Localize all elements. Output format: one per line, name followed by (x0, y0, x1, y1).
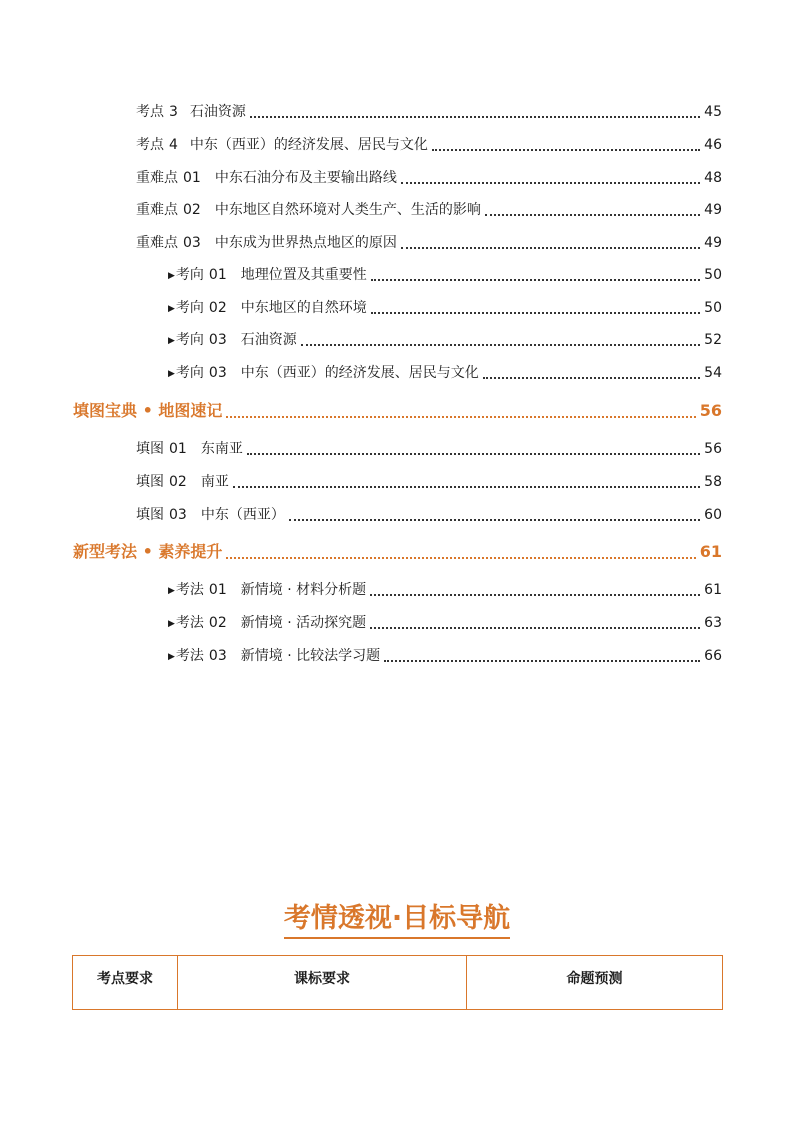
dot-leader (289, 518, 700, 521)
toc-entry-number: 4 (169, 137, 178, 153)
toc-entry-number: 01 (169, 441, 187, 457)
dot-leader (401, 246, 700, 249)
toc-section-new-methods[interactable] (73, 540, 722, 564)
toc-entry-number: 02 (169, 474, 187, 490)
toc-entry[interactable] (136, 200, 722, 220)
toc-entry-title: 中东地区自然环境对人类生产、生活的影响 (214, 202, 481, 218)
toc-entry-label: 考点 (136, 104, 164, 120)
dot-leader (371, 311, 700, 314)
toc-entry-number: 03 (208, 332, 227, 348)
dot-leader (432, 148, 700, 151)
toc-entry-page: 54 (704, 365, 722, 381)
dot-leader (384, 659, 700, 662)
arrow-icon: ▶ (168, 586, 175, 596)
requirements-table (72, 955, 723, 1010)
toc-entry[interactable] (168, 613, 722, 633)
toc-entry-title: 地理位置及其重要性 (240, 267, 367, 283)
toc-entry-page: 46 (704, 137, 722, 153)
toc-entry-label: 考法 (175, 582, 204, 598)
toc-entry-label: 填图 (136, 441, 164, 457)
toc-entry-title: 中东地区的自然环境 (240, 300, 367, 316)
table-header-row (73, 956, 723, 1010)
toc-section-page: 61 (699, 542, 722, 561)
toc-entry-label: 重难点 (136, 170, 178, 186)
toc-entry-page: 60 (704, 507, 722, 523)
toc-entry-number: 01 (208, 267, 227, 283)
dot-leader (233, 485, 700, 488)
toc-section-title: 新型考法 • 素养提升 (73, 542, 223, 561)
toc-entry-label: 填图 (136, 507, 164, 523)
toc-entry-page: 49 (704, 235, 722, 251)
section-heading-text: 考情透视·目标导航 (284, 902, 510, 939)
toc-entry-page: 66 (704, 648, 722, 664)
toc-entry-number: 3 (169, 104, 178, 120)
toc-entry-number: 01 (208, 582, 227, 598)
toc-entry[interactable] (136, 168, 722, 188)
toc-entry-page: 50 (704, 267, 722, 283)
toc-entry-page: 63 (704, 615, 722, 631)
toc-entry[interactable] (136, 439, 722, 459)
toc-entry-number: 02 (208, 615, 227, 631)
table-header-prediction: 命题预测 (467, 956, 723, 1010)
dot-leader (370, 593, 700, 596)
dot-leader (226, 415, 695, 418)
toc-entry-title: 石油资源 (240, 332, 297, 348)
toc-entry-label: 考法 (175, 615, 204, 631)
toc-entry-label: 考点 (136, 137, 164, 153)
toc-entry-title: 新情境 · 比较法学习题 (240, 648, 381, 664)
toc-section-fill-map[interactable] (73, 399, 722, 423)
toc-entry-title: 新情境 · 活动探究题 (240, 615, 367, 631)
toc-entry[interactable] (168, 363, 722, 383)
arrow-icon: ▶ (168, 336, 175, 346)
toc-entry-title: 石油资源 (189, 104, 246, 120)
toc-entry[interactable] (168, 580, 722, 600)
toc-entry-page: 61 (704, 582, 722, 598)
toc-entry-number: 03 (208, 365, 227, 381)
toc-entry-title: 新情境 · 材料分析题 (240, 582, 367, 598)
dot-leader (371, 278, 700, 281)
dot-leader (301, 343, 700, 346)
toc-entry-page: 45 (704, 104, 722, 120)
dot-leader (226, 556, 695, 559)
toc-entry[interactable] (168, 330, 722, 350)
toc-entry[interactable] (136, 505, 722, 525)
arrow-icon: ▶ (168, 619, 175, 629)
toc-entry-page: 56 (704, 441, 722, 457)
arrow-icon: ▶ (168, 652, 175, 662)
toc-entry[interactable] (136, 233, 722, 253)
toc-entry-page: 52 (704, 332, 722, 348)
toc-entry[interactable] (168, 646, 722, 666)
toc-entry-number: 02 (208, 300, 227, 316)
toc-entry-title: 中东（西亚）的经济发展、居民与文化 (189, 137, 428, 153)
toc-entry-label: 考法 (175, 648, 204, 664)
toc-entry-label: 考向 (175, 332, 204, 348)
toc-entry-title: 中东（西亚） (200, 507, 285, 523)
dot-leader (483, 376, 700, 379)
dot-leader (247, 452, 700, 455)
toc-entry[interactable] (136, 135, 722, 155)
toc-entry-title: 中东成为世界热点地区的原因 (214, 235, 397, 251)
toc-entry-title: 南亚 (200, 474, 229, 490)
toc-entry-label: 考向 (175, 300, 204, 316)
toc-entry-title: 东南亚 (200, 441, 243, 457)
toc-entry-number: 03 (183, 235, 201, 251)
toc-entry-page: 49 (704, 202, 722, 218)
toc-entry[interactable] (136, 102, 722, 122)
toc-entry[interactable] (168, 265, 722, 285)
toc-entry[interactable] (136, 472, 722, 492)
toc-entry-label: 重难点 (136, 202, 178, 218)
toc-entry-title: 中东石油分布及主要输出路线 (214, 170, 397, 186)
toc-entry-page: 58 (704, 474, 722, 490)
arrow-icon: ▶ (168, 304, 175, 314)
toc-entry-page: 48 (704, 170, 722, 186)
toc-section-page: 56 (699, 401, 722, 420)
arrow-icon: ▶ (168, 271, 175, 281)
toc-entry-page: 50 (704, 300, 722, 316)
toc-entry-number: 01 (183, 170, 201, 186)
toc-entry-number: 02 (183, 202, 201, 218)
dot-leader (370, 626, 700, 629)
toc-entry-label: 重难点 (136, 235, 178, 251)
toc-section-title: 填图宝典 • 地图速记 (73, 401, 223, 420)
toc-entry-number: 03 (169, 507, 187, 523)
toc-entry-number: 03 (208, 648, 227, 664)
section-heading (0, 902, 794, 939)
toc-entry-label: 考向 (175, 267, 204, 283)
dot-leader (250, 115, 700, 118)
table-header-exam-point: 考点要求 (73, 956, 178, 1010)
toc-entry-label: 考向 (175, 365, 204, 381)
toc-entry-title: 中东（西亚）的经济发展、居民与文化 (240, 365, 479, 381)
toc-entry-label: 填图 (136, 474, 164, 490)
dot-leader (485, 213, 700, 216)
toc-entry[interactable] (168, 298, 722, 318)
arrow-icon: ▶ (168, 369, 175, 379)
dot-leader (401, 181, 700, 184)
table-header-curriculum: 课标要求 (178, 956, 467, 1010)
